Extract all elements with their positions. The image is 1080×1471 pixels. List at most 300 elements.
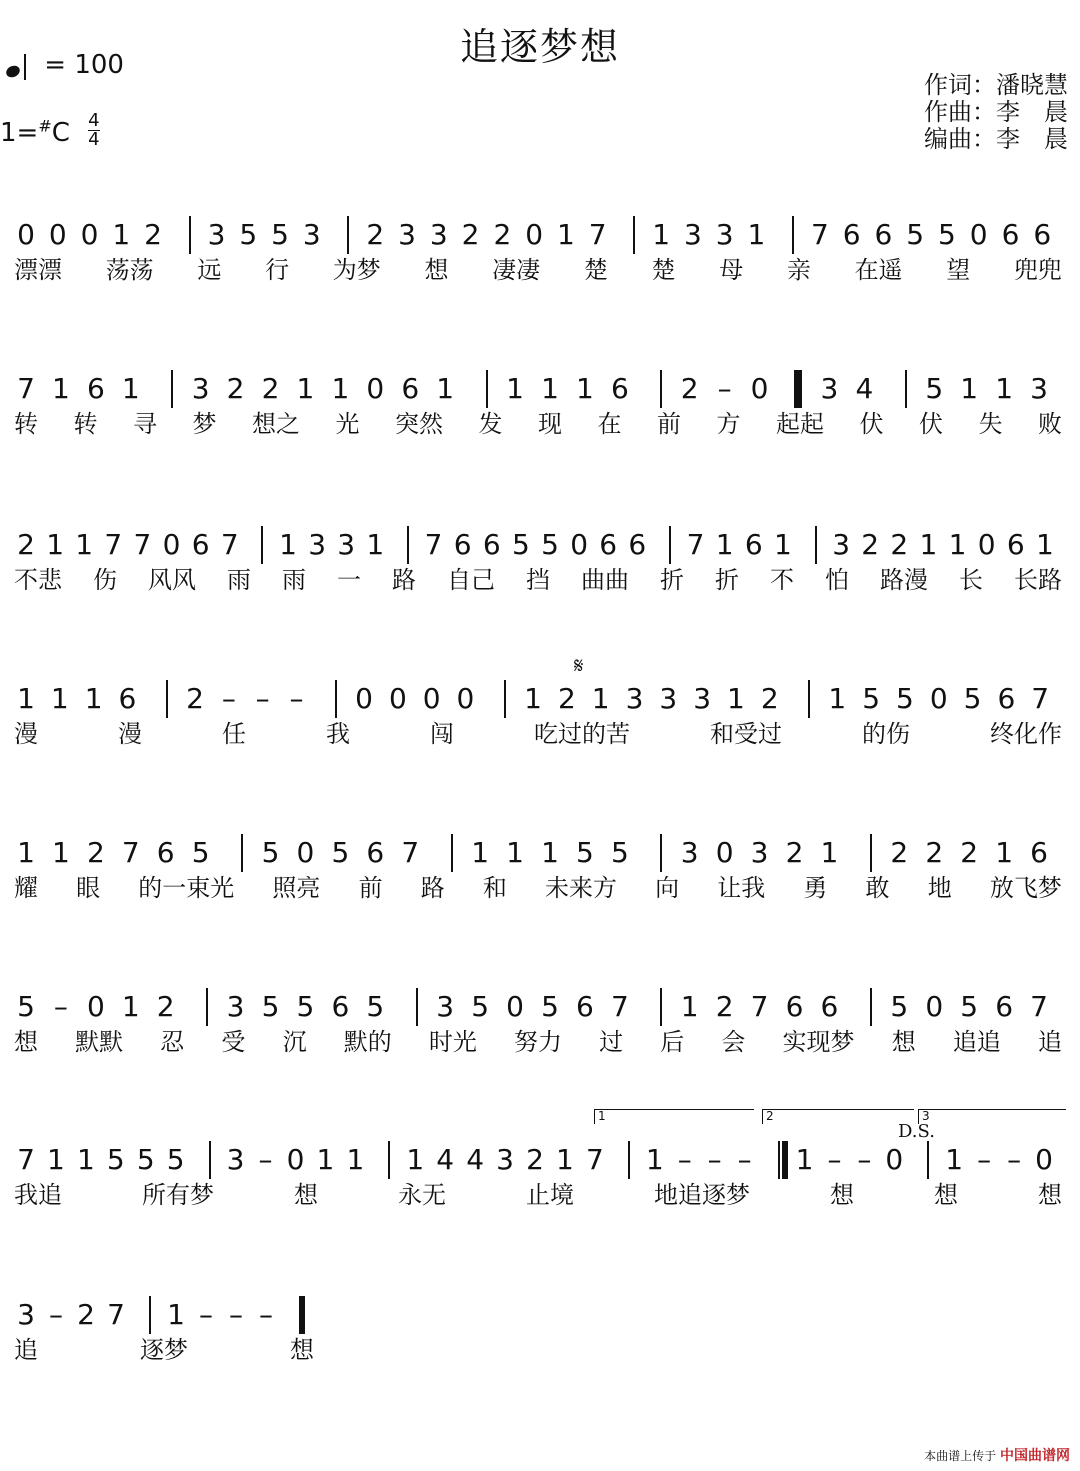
lyric-word: 母: [719, 256, 744, 284]
note: 1: [112, 218, 131, 251]
note: 3: [832, 528, 851, 561]
note: 1: [524, 682, 542, 715]
lyric-word: 曲曲: [581, 566, 629, 594]
note: 2: [925, 836, 944, 869]
note: 6: [1030, 836, 1048, 869]
note: 1: [50, 682, 69, 715]
lyric-word: 折: [660, 566, 684, 594]
note: 6: [118, 682, 137, 715]
lyric-word: 在: [597, 410, 622, 438]
note: 3: [750, 836, 769, 869]
note: 2: [461, 218, 480, 251]
dash-extension: –: [857, 1143, 872, 1176]
note: 1: [948, 528, 967, 561]
note: 1: [541, 836, 559, 869]
note: 1: [167, 1298, 185, 1331]
lyric-word: 止境: [526, 1181, 574, 1209]
note: 6: [1006, 528, 1025, 561]
lyric-word: 漫: [118, 720, 142, 748]
lyric-word: 楚: [583, 256, 608, 284]
note: 3: [693, 682, 712, 715]
note: 2: [156, 990, 175, 1023]
note: 6: [610, 372, 629, 405]
note: 5: [963, 682, 982, 715]
note: 1: [820, 836, 839, 869]
note: 6: [401, 372, 420, 405]
lyric-word: 漂漂: [14, 256, 62, 284]
note: 1: [47, 1143, 65, 1176]
lyric-word: 我追: [14, 1181, 62, 1209]
lyric-word: 我: [326, 720, 350, 748]
barline: [261, 526, 263, 564]
tempo-value: = 100: [44, 50, 124, 80]
note: 0: [885, 1143, 904, 1176]
note: 3: [659, 682, 678, 715]
note: 7: [121, 836, 140, 869]
note: 1: [747, 218, 766, 251]
note: 0: [366, 372, 385, 405]
lyric-line: [14, 410, 1062, 438]
note: 7: [750, 990, 769, 1023]
lyric-word: 不: [770, 566, 794, 594]
note: 3: [337, 528, 356, 561]
note: 0: [162, 528, 181, 561]
note: 0: [506, 990, 524, 1023]
lyric-word: 转: [73, 410, 98, 438]
barline: [792, 216, 794, 254]
lyric-line: [14, 720, 1062, 748]
note: 2: [261, 372, 280, 405]
lyric-word: 会: [721, 1028, 746, 1056]
note: 5: [471, 990, 490, 1023]
lyric-word: 想: [934, 1181, 958, 1209]
lyric-word: 光: [335, 410, 360, 438]
lyric-word: 突然: [395, 410, 443, 438]
note: 1: [995, 836, 1014, 869]
barline: [451, 834, 453, 872]
note: 1: [121, 372, 140, 405]
barline: [171, 370, 173, 408]
barline: [628, 1141, 630, 1179]
lyric-word: 挡: [526, 566, 550, 594]
lyric-line: [14, 1336, 314, 1364]
note: 1: [506, 836, 524, 869]
lyric-word: 在遥: [854, 256, 903, 284]
lyric-word: 长路: [1014, 566, 1062, 594]
quarter-note-icon: [4, 64, 21, 80]
lyric-word: 路: [420, 874, 445, 902]
lyric-word: 梦: [192, 410, 217, 438]
note: 1: [960, 372, 979, 405]
lyric-word: 败: [1038, 410, 1062, 438]
note: 0: [750, 372, 769, 405]
note: 5: [261, 990, 280, 1023]
note: 6: [366, 836, 385, 869]
note: 1: [773, 528, 792, 561]
note: 2: [680, 372, 699, 405]
lyric-word: 和: [482, 874, 507, 902]
lyric-word: 任: [222, 720, 246, 748]
note: 1: [1035, 528, 1054, 561]
lyric-word: 逐梦: [140, 1336, 188, 1364]
barline: [299, 1296, 305, 1334]
barline: [149, 1296, 151, 1334]
lyric-word: 亲: [786, 256, 811, 284]
note: 1: [715, 528, 734, 561]
barline: [660, 370, 662, 408]
note: 1: [75, 528, 94, 561]
lyric-word: 想: [891, 1028, 916, 1056]
note: 5: [541, 528, 559, 561]
barline: [166, 680, 168, 718]
lyric-word: 让我: [717, 874, 766, 902]
note: 3: [683, 218, 702, 251]
note: 6: [744, 528, 763, 561]
lyric-word: 耀: [14, 874, 38, 902]
note: 6: [576, 990, 594, 1023]
note: 3: [207, 218, 226, 251]
note: 6: [842, 218, 861, 251]
dash-extension: –: [255, 682, 270, 715]
note: 2: [86, 836, 105, 869]
composer: 作曲：李 晨: [924, 98, 1068, 126]
note: 0: [17, 218, 35, 251]
note: 5: [960, 990, 979, 1023]
note: 0: [525, 218, 544, 251]
lyric-word: 一: [337, 566, 361, 594]
barline: [486, 370, 488, 408]
note: 5: [576, 836, 594, 869]
barline: [905, 370, 907, 408]
note: 3: [17, 1298, 35, 1331]
note: 2: [77, 1298, 95, 1331]
lyric-line: [14, 566, 1062, 594]
dash-extension: –: [1007, 1143, 1022, 1176]
time-signature: $\frac{4}{4}$: [88, 110, 100, 150]
lyric-word: 照亮: [272, 874, 321, 902]
note: 0: [715, 836, 734, 869]
note: 1: [828, 682, 847, 715]
lyric-word: 路: [392, 566, 416, 594]
lyric-word: 自己: [447, 566, 495, 594]
lyric-word: 路漫: [880, 566, 928, 594]
lyric-word: 后: [660, 1028, 685, 1056]
note: 5: [271, 218, 289, 251]
note: 5: [862, 682, 881, 715]
note: 1: [346, 1143, 365, 1176]
barline: [206, 988, 208, 1026]
note: 0: [456, 682, 475, 715]
note: 7: [133, 528, 152, 561]
note: 2: [226, 372, 245, 405]
note: 0: [86, 990, 105, 1023]
lyric-word: 受: [221, 1028, 246, 1056]
lyric-word: 努力: [513, 1028, 562, 1056]
note: 7: [811, 218, 829, 251]
note: 5: [191, 836, 210, 869]
lyric-word: 所有梦: [142, 1181, 214, 1209]
lyric-line: [14, 1181, 1062, 1209]
note: 6: [995, 990, 1014, 1023]
note: 3: [308, 528, 327, 561]
barline: [870, 834, 872, 872]
lyric-word: 想: [830, 1181, 854, 1209]
note: 7: [686, 528, 705, 561]
barline: [388, 1141, 390, 1179]
dal-segno-marking: D.S.: [898, 1121, 935, 1142]
note: 5: [106, 1143, 125, 1176]
note: 1: [366, 528, 385, 561]
lyric-word: 行: [265, 256, 290, 284]
note: 6: [191, 528, 210, 561]
note: 1: [471, 836, 490, 869]
lyric-line: [14, 256, 1062, 284]
barline: [870, 988, 872, 1026]
note: 2: [366, 218, 385, 251]
repeat-barline: [782, 1141, 788, 1179]
lyric-word: 终化作: [990, 720, 1062, 748]
note: 2: [861, 528, 880, 561]
barline: [800, 370, 802, 408]
note: 7: [401, 836, 420, 869]
lyric-word: 沉: [282, 1028, 307, 1056]
barline: [927, 1141, 929, 1179]
note: 0: [286, 1143, 305, 1176]
dash-extension: –: [49, 1298, 63, 1331]
lyric-word: 远: [197, 256, 222, 284]
note: 6: [820, 990, 839, 1023]
lyric-word: 的伤: [862, 720, 910, 748]
lyric-word: 想: [14, 1028, 38, 1056]
note: 2: [493, 218, 512, 251]
note: 1: [645, 1143, 664, 1176]
lyric-word: 前: [358, 874, 383, 902]
note: 5: [296, 990, 315, 1023]
note: 0: [388, 682, 407, 715]
volta-bracket-1: 1: [594, 1109, 754, 1124]
note: 7: [585, 1143, 604, 1176]
note: 3: [226, 1143, 245, 1176]
note: 1: [556, 218, 575, 251]
lyric-word: 向: [655, 874, 680, 902]
note: 1: [591, 682, 610, 715]
lyric-word: 荡荡: [105, 256, 154, 284]
note: 1: [279, 528, 297, 561]
dash-extension: –: [737, 1143, 752, 1176]
dash-extension: –: [259, 1298, 273, 1331]
lyric-word: 未来方: [544, 874, 617, 902]
lyric-word: 的一束光: [138, 874, 235, 902]
note: 0: [1035, 1143, 1053, 1176]
note: 3: [680, 836, 699, 869]
note: 2: [960, 836, 979, 869]
lyricist: 作词：潘晓慧: [924, 71, 1068, 99]
lyric-word: 伏: [919, 410, 943, 438]
note: 5: [511, 528, 530, 561]
note: 3: [398, 218, 416, 251]
note: 5: [239, 218, 258, 251]
dash-extension: –: [53, 990, 68, 1023]
note: 1: [680, 990, 699, 1023]
note: 5: [366, 990, 385, 1023]
dash-extension: –: [258, 1143, 273, 1176]
note: 1: [17, 682, 35, 715]
note: 2: [144, 218, 162, 251]
lyric-word: 想: [1038, 1181, 1062, 1209]
note: 7: [107, 1298, 125, 1331]
note: 6: [1001, 218, 1020, 251]
note: 6: [86, 372, 105, 405]
note: 6: [331, 990, 350, 1023]
note: 2: [557, 682, 576, 715]
note: 7: [17, 1143, 35, 1176]
lyric-word: 雨: [227, 566, 251, 594]
barline: [189, 216, 191, 254]
note: 6: [599, 528, 618, 561]
lyric-word: 伏: [859, 410, 884, 438]
note: 7: [588, 218, 607, 251]
note: 5: [938, 218, 956, 251]
page-title: 追逐梦想: [459, 25, 620, 69]
note: 4: [466, 1143, 485, 1176]
lyric-word: 地: [927, 874, 952, 902]
note: 1: [296, 372, 315, 405]
note: 5: [136, 1143, 155, 1176]
tempo-marking: [6, 50, 124, 80]
note: 1: [84, 682, 103, 715]
lyric-word: 方: [716, 410, 741, 438]
lyric-word: 和受过: [710, 720, 782, 748]
lyric-word: 雨: [282, 566, 306, 594]
lyric-word: 起起: [776, 410, 824, 438]
note: 0: [929, 682, 948, 715]
note: 3: [302, 218, 321, 251]
lyric-word: 凄凄: [492, 256, 541, 284]
note: 5: [890, 990, 909, 1023]
lyric-word: 追: [1037, 1028, 1062, 1056]
note: 7: [610, 990, 629, 1023]
site-logo: 中国曲谱网: [1000, 1448, 1070, 1464]
lyric-word: 勇: [803, 874, 828, 902]
lyric-word: 想: [294, 1181, 318, 1209]
note: 6: [785, 990, 804, 1023]
note: 1: [919, 528, 938, 561]
lyric-word: 追: [14, 1336, 38, 1364]
lyric-word: 前: [657, 410, 681, 438]
note: 3: [820, 372, 839, 405]
lyric-word: 楚: [651, 256, 676, 284]
lyric-word: 风风: [148, 566, 196, 594]
footer-credit: 本曲谱上传于 中国曲谱网: [924, 1448, 1070, 1464]
barline: [660, 834, 662, 872]
note: 2: [17, 528, 35, 561]
note: 7: [104, 528, 123, 561]
note: 4: [436, 1143, 455, 1176]
lyric-word: 长: [959, 566, 983, 594]
note: 1: [995, 372, 1014, 405]
key-signature: 1=#C $\frac{4}{4}$: [0, 110, 100, 150]
note: 4: [855, 372, 874, 405]
lyric-word: 伤: [93, 566, 117, 594]
note: 1: [556, 1143, 574, 1176]
volta-bracket-2: 2: [762, 1109, 914, 1124]
note: 6: [453, 528, 472, 561]
barline: [504, 680, 506, 718]
note: 2: [186, 682, 204, 715]
lyric-word: 追追: [952, 1028, 1001, 1056]
lyric-word: 不悲: [14, 566, 62, 594]
lyric-word: 放飞梦: [989, 874, 1062, 902]
barline: [778, 1141, 780, 1179]
note: 0: [570, 528, 589, 561]
lyric-word: 敢: [865, 874, 890, 902]
dash-extension: –: [677, 1143, 692, 1176]
note: 7: [424, 528, 443, 561]
note: 3: [1030, 372, 1048, 405]
barline: [209, 1141, 211, 1179]
lyric-word: 怕: [825, 566, 849, 594]
note: 1: [121, 990, 140, 1023]
note: 2: [760, 682, 779, 715]
note: 0: [355, 682, 373, 715]
note: 1: [406, 1143, 425, 1176]
note: 1: [52, 836, 70, 869]
lyric-word: 时光: [428, 1028, 477, 1056]
arranger: 编曲：李 晨: [924, 125, 1068, 153]
repeat-barline: [794, 370, 800, 408]
note: 2: [715, 990, 734, 1023]
volta-bracket-3: 3: [918, 1109, 1066, 1124]
lyric-line: [14, 1028, 1062, 1056]
lyric-word: 想之: [252, 410, 300, 438]
note: 0: [977, 528, 996, 561]
barline: [633, 216, 635, 254]
note: 2: [890, 836, 909, 869]
note: 3: [436, 990, 455, 1023]
note: 3: [429, 218, 448, 251]
lyric-word: 折: [715, 566, 739, 594]
barline: [660, 988, 662, 1026]
dash-extension: –: [221, 682, 236, 715]
note: 5: [17, 990, 35, 1023]
note: 1: [727, 682, 745, 715]
lyric-word: 发: [478, 410, 503, 438]
note: 3: [625, 682, 644, 715]
note: 1: [795, 1143, 814, 1176]
lyric-word: 为梦: [332, 256, 381, 284]
lyric-word: 想: [424, 256, 449, 284]
lyric-word: 想: [290, 1336, 314, 1364]
note: 1: [17, 836, 35, 869]
note: 1: [945, 1143, 964, 1176]
note: 1: [316, 1143, 335, 1176]
barline: [335, 680, 337, 718]
note: 0: [80, 218, 99, 251]
barline: [808, 680, 810, 718]
note: 1: [652, 218, 671, 251]
lyric-word: 忍: [160, 1028, 185, 1056]
note: 5: [925, 372, 944, 405]
note: 7: [17, 372, 35, 405]
barline: [815, 526, 817, 564]
note: 3: [496, 1143, 514, 1176]
note: 1: [52, 372, 70, 405]
barline: [416, 988, 418, 1026]
note: 6: [997, 682, 1016, 715]
dash-extension: –: [827, 1143, 842, 1176]
note: 6: [628, 528, 647, 561]
dash-extension: –: [289, 682, 304, 715]
